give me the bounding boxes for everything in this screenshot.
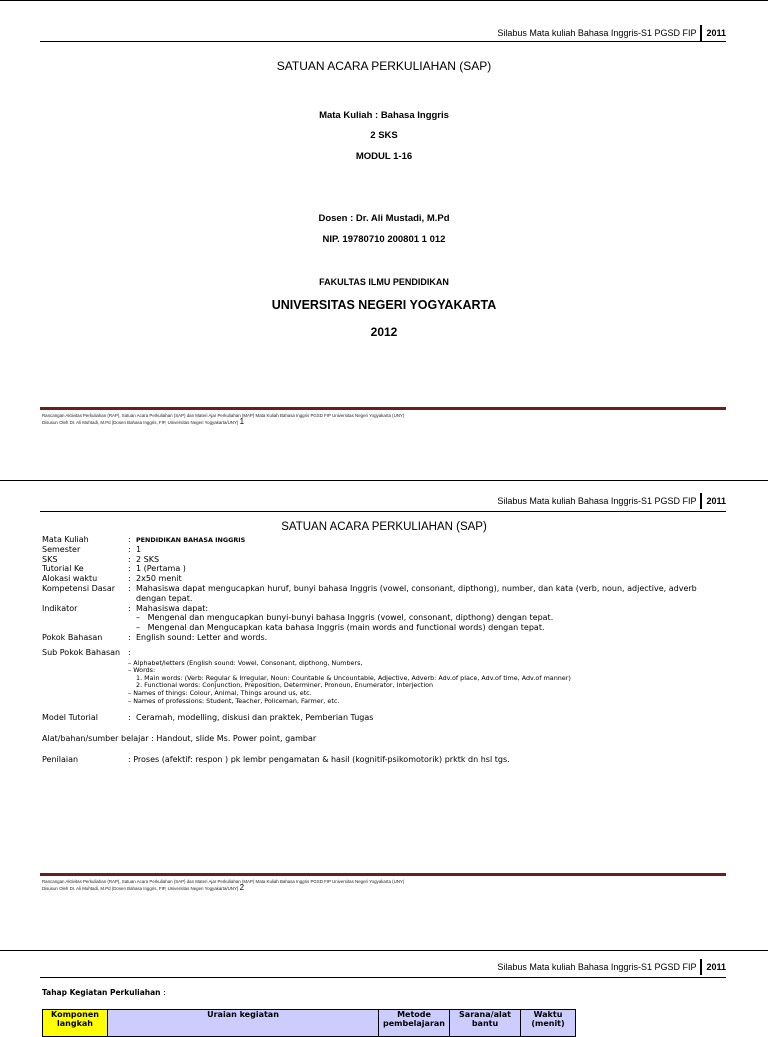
header-year: 2011	[706, 962, 726, 972]
list-item: – Alphabet/letters (English sound: Vowel, Consonant, dipthong, Numbers,	[128, 658, 363, 667]
indikator-item-2: – Mengenal dan Mengucapkan kata bahasa Inggris (main words and functional words) dengan tepat.	[136, 623, 545, 633]
page-footer	[42, 413, 732, 426]
footer-bar	[40, 873, 726, 876]
col-komponen: Komponen langkah	[43, 1010, 108, 1037]
row-semester: Semester : 1	[42, 544, 142, 554]
page-separator	[0, 480, 768, 481]
col-metode: Metode pembelajaran	[379, 1010, 450, 1037]
year-line: 2012	[370, 325, 398, 339]
table-header-row	[43, 1010, 576, 1037]
row-alokasi: Alokasi waktu : 2x50 menit	[42, 574, 182, 584]
modul-line: MODUL 1-16	[355, 151, 413, 162]
footer-line-1: Rancangan Aktivitas Perkuliahan (RAP), Satuan Acara Perkuliahan (SAP) dan Materi Ajar Perkuliahan (MAP) Mata Kuliah Bahasa Inggris PGSD FIP Universitas Negeri Yogyakarta (UNY)	[42, 879, 405, 884]
sks-line: 2 SKS	[370, 130, 398, 141]
row-sks: SKS : 2 SKS	[42, 554, 160, 564]
list-item: 1. Main words: (Verb: Regular & Irregular, Noun: Countable & Uncountable, Adjective, Adverb: Adv.of place, Adv.of time, Adv.of manner)	[136, 673, 571, 682]
page-header	[497, 493, 726, 509]
page-number: 1	[239, 417, 245, 426]
mata-kuliah-line: Mata Kuliah : Bahasa Inggris	[319, 110, 449, 121]
list-item: 2. Functional words: Conjunction, Preposition, Determiner, Pronoun, Enumerator, Interjection	[136, 681, 434, 690]
page-header	[497, 959, 726, 975]
header-rule	[40, 977, 726, 978]
list-item: – Names of professions: Student, Teacher, Policeman, Farmer, etc.	[128, 696, 340, 705]
row-pokok: Pokok Bahasan : English sound: Letter and words.	[42, 632, 268, 642]
page-top-border	[0, 0, 768, 1]
header-silabus: Silabus Mata kuliah Bahasa Inggris-S1 PGSD FIP	[497, 493, 702, 509]
sap-info	[42, 535, 732, 765]
row-sub-pokok: Sub Pokok Bahasan :	[42, 647, 131, 657]
kegiatan-table	[42, 1009, 576, 1037]
tahap-heading: Tahap Kegiatan Perkuliahan :	[42, 988, 166, 997]
row-tutorial: Tutorial Ke : 1 (Pertama )	[42, 564, 186, 574]
row-mata-kuliah: Mata Kuliah : PENDIDIKAN BAHASA INGGRIS	[42, 535, 246, 544]
col-sarana: Sarana/alat bantu	[450, 1010, 521, 1037]
list-item: – Names of things: Colour, Animal, Things around us, etc.	[128, 688, 312, 697]
header-silabus: Silabus Mata kuliah Bahasa Inggris-S1 PGSD FIP	[497, 25, 702, 41]
universitas-line: UNIVERSITAS NEGERI YOGYAKARTA	[271, 298, 497, 312]
col-waktu: Waktu (menit)	[521, 1010, 576, 1037]
indikator-item-1: – Mengenal dan mengucapkan bunyi-bunyi bahasa Inggris (vowel, consonant, dipthong) dengan tepat.	[136, 613, 554, 623]
nip-line: NIP. 19780710 200801 1 012	[322, 234, 446, 245]
dosen-line: Dosen : Dr. Ali Mustadi, M.Pd	[318, 213, 450, 224]
row-penilaian: Penilaian : Proses (afektif: respon ) pk lembr pengamatan & hasil (kognitif-psikomotorik) prktk dn hsl tgs.	[42, 754, 510, 764]
page-header	[497, 25, 726, 41]
page-title: SATUAN ACARA PERKULIAHAN (SAP)	[276, 59, 492, 73]
mata-kuliah-value: PENDIDIKAN BAHASA INGGRIS	[136, 536, 246, 544]
page-footer	[42, 879, 732, 892]
footer-line-1: Rancangan Aktivitas Perkuliahan (RAP), Satuan Acara Perkuliahan (SAP) dan Materi Ajar Perkuliahan (MAP) Mata Kuliah Bahasa Inggris PGSD FIP Universitas Negeri Yogyakarta (UNY)	[42, 413, 405, 418]
footer-bar	[40, 407, 726, 410]
row-indikator: Indikator : Mahasiswa dapat: – Mengenal dan mengucapkan bunyi-bunyi bahasa Inggris (vowel, consonant, dipthong) dengan tepat. – Mengenal dan Mengucapkan kata bahasa Inggris (main words and functional words) dengan tepat.	[42, 604, 732, 633]
header-year: 2011	[706, 496, 726, 506]
footer-line-2: Disusun Oleh Dr. Ali Muhtadi, M.Pd (Dosen Bahasa Inggris, FIP, Universitas Negeri Yogyakarta/UNY)	[42, 886, 239, 891]
row-model: Model Tutorial : Ceramah, modelling, diskusi dan praktek, Pemberian Tugas	[42, 713, 374, 723]
header-year: 2011	[706, 28, 726, 38]
col-uraian: Uraian kegiatan	[108, 1010, 379, 1037]
row-alat: Alat/bahan/sumber belajar : Handout, slide Ms. Power point, gambar	[42, 733, 317, 743]
header-rule	[40, 41, 726, 42]
fakultas-line: FAKULTAS ILMU PENDIDIKAN	[319, 277, 449, 287]
row-kompetensi: Kompetensi Dasar : Mahasiswa dapat mengucapkan huruf, bunyi bahasa Inggris (vowel, consonant, dipthong), number, dan kata (verb, noun, adjective, adverb dengan tepat.	[42, 583, 697, 603]
sap-title: SATUAN ACARA PERKULIAHAN (SAP)	[281, 521, 487, 533]
footer-line-2: Disusun Oleh Dr. Ali Muhtadi, M.Pd (Dosen Bahasa Inggris, FIP, Universitas Negeri Yogyakarta/UNY)	[42, 420, 239, 425]
header-silabus: Silabus Mata kuliah Bahasa Inggris-S1 PGSD FIP	[497, 959, 702, 975]
list-item: – Words:	[128, 666, 156, 675]
header-rule	[40, 511, 726, 512]
page-separator	[0, 950, 768, 951]
sub-pokok-list	[42, 660, 732, 706]
page-number: 2	[239, 883, 245, 892]
